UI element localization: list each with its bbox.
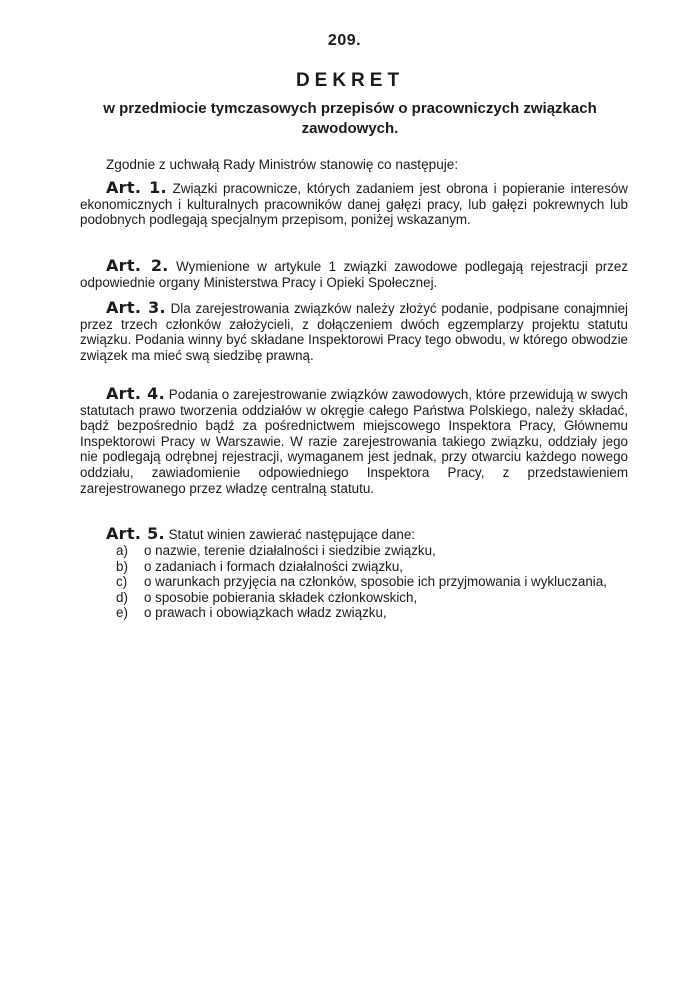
article-3-text: Dla zarejestrowania związków należy złożyć podanie, podpisane conajmniej przez trzech członków założycieli, z dołączeniem dwóch egzemplarzy projektu statutu związku. Podania winny być składane Inspektorowi Pracy tego obwodu, w którego obwodzie związek ma mieć swą siedzibę prawną. <box>80 301 628 363</box>
article-5 <box>106 526 626 543</box>
list-item <box>116 605 636 621</box>
article-4-label: Art. 4. <box>106 384 165 403</box>
article-2 <box>80 258 628 290</box>
article-2-label: Art. 2. <box>106 256 169 275</box>
article-1-text: Związki pracownicze, których zadaniem jest obrona i popieranie interesów ekonomicznych i kulturalnych pracowników danej gałęzi pracy, lub gałęzi pokrewnych lub podobnych podlegają specjalnym przepisom, poniżej wskazanym. <box>80 181 628 228</box>
article-5-list <box>116 543 636 621</box>
list-item <box>116 559 636 575</box>
article-2-text: Wymienione w artykule 1 związki zawodowe podlegają rejestracji przez odpowiednie organy Ministerstwa Pracy i Opieki Społecznej. <box>80 259 628 290</box>
decree-subtitle: w przedmiocie tymczasowych przepisów o pracowniczych związkach zawodowych. <box>103 100 597 137</box>
list-item <box>116 590 636 606</box>
article-5-label: Art. 5. <box>106 524 165 543</box>
list-item-marker: c) <box>116 574 128 590</box>
article-3-label: Art. 3. <box>106 298 166 317</box>
list-item-marker: e) <box>116 605 128 621</box>
list-item-text: o warunkach przyjęcia na członków, sposobie ich przyjmowania i wykluczania, <box>144 574 607 590</box>
article-3 <box>80 300 628 363</box>
decree-title: DEKRET <box>295 70 405 91</box>
intro-paragraph: Zgodnie z uchwałą Rady Ministrów stanowię co następuje: <box>106 157 459 172</box>
list-item-marker: a) <box>116 543 128 558</box>
article-4 <box>80 386 628 496</box>
list-item-text: o zadaniach i formach działalności związku, <box>144 558 404 574</box>
list-item <box>116 543 636 559</box>
list-item-text: o nazwie, terenie działalności i siedzibie związku, <box>144 543 436 558</box>
article-5-text: Statut winien zawierać następujące dane: <box>168 527 416 542</box>
article-4-text: Podania o zarejestrowanie związków zawodowych, które przewidują w swych statutach prawo tworzenia oddziałów w okręgie całego Państwa Polskiego, należy składać, bądź bezpośrednio bądź za pośrednictwem miejscowego Inspektora Pracy, Głównemu Inspektorowi Pracy w Warszawie. W razie zarejestrowania takiego związku, oddziały jego nie podlegają odrębnej rejestracji, wymaganem jest jednak, przy otwarciu każdego nowego oddziału, zawiadomienie odpowiedniego Inspektora Pracy, z przedstawieniem zarejestrowanego przez władzę centralną statutu. <box>80 387 628 496</box>
page-number: 209. <box>327 32 362 49</box>
list-item-marker: d) <box>116 589 128 605</box>
list-item <box>116 574 636 590</box>
list-item-text: o sposobie pobierania składek członkowskich, <box>144 589 418 605</box>
list-item-text: o prawach i obowiązkach władz związku, <box>144 605 387 621</box>
article-1-label: Art. 1. <box>106 178 167 197</box>
list-item-marker: b) <box>116 558 128 574</box>
article-1 <box>80 180 628 228</box>
